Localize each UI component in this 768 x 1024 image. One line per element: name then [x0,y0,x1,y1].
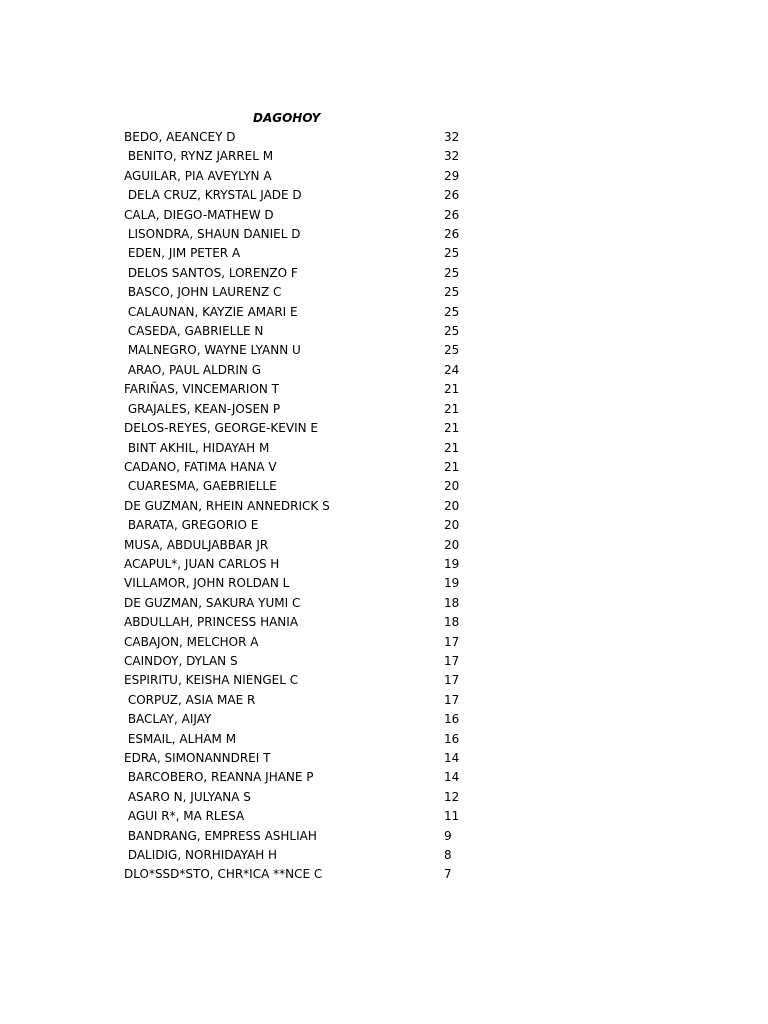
list-item [124,575,524,594]
list-item [124,498,524,517]
list-item [124,129,524,148]
list-item [124,226,524,245]
student-score: 21 [444,440,460,455]
list-item [124,304,524,323]
list-item [124,459,524,478]
list-item [124,168,524,187]
student-name: EDEN, JIM PETER A [124,246,241,261]
student-score: 16 [444,712,460,727]
student-score: 32 [444,149,460,164]
student-score: 29 [444,168,460,183]
student-score: 21 [444,459,460,474]
list-item [124,731,524,750]
student-score: 11 [444,809,460,824]
list-item [124,672,524,691]
student-score: 26 [444,227,460,242]
student-name: LISONDRA, SHAUN DANIEL D [124,227,301,242]
student-score: 19 [444,556,460,571]
student-score: 8 [444,848,452,863]
list-item [124,420,524,439]
student-score: 16 [444,731,460,746]
list-item [124,478,524,497]
student-name: ASARO N, JULYANA S [124,789,251,804]
student-score: 14 [444,751,460,765]
student-score: 20 [444,518,460,533]
student-name: DELOS-REYES, GEORGE-KEVIN E [124,421,318,436]
list-item [124,769,524,788]
student-score: 20 [444,498,460,513]
student-name: CADANO, FATIMA HANA V [124,459,277,474]
list-item [124,187,524,206]
student-score: 17 [444,692,460,707]
student-score: 25 [444,304,460,319]
list-item [124,148,524,167]
list-item [124,537,524,556]
student-name: BACLAY, AIJAY [124,712,212,727]
student-score: 25 [444,246,460,261]
list-item [124,245,524,264]
list-item [124,750,524,769]
student-score: 21 [444,382,460,397]
student-name: DE GUZMAN, SAKURA YUMI C [124,595,301,610]
student-name: BEDO, AEANCEY D [124,130,236,144]
student-score: 18 [444,615,460,630]
roster-list [124,129,524,886]
student-score: 19 [444,576,460,591]
list-item [124,828,524,847]
list-item [124,789,524,808]
student-name: EDRA, SIMONANNDREI T [124,751,271,765]
student-name: DELA CRUZ, KRYSTAL JADE D [124,188,302,203]
student-name: AGUI R*, MA RLESA [124,809,245,824]
list-item [124,847,524,866]
list-item [124,265,524,284]
student-name: FARIÑAS, VINCEMARION T [124,382,280,397]
list-item [124,401,524,420]
student-name: BASCO, JOHN LAURENZ C [124,285,282,300]
student-score: 25 [444,324,460,339]
list-item [124,440,524,459]
student-name: CALA, DIEGO-MATHEW D [124,207,274,222]
student-name: ARAO, PAUL ALDRIN G [124,362,262,377]
list-item [124,362,524,381]
student-name: BANDRANG, EMPRESS ASHLIAH [124,828,317,843]
list-item [124,207,524,226]
student-name: BARCOBERO, REANNA JHANE P [124,770,314,785]
student-score: 20 [444,479,460,494]
list-item [124,614,524,633]
student-name: CAINDOY, DYLAN S [124,653,238,668]
student-score: 17 [444,653,460,668]
list-item [124,517,524,536]
list-item [124,595,524,614]
student-score: 26 [444,207,460,222]
list-item [124,342,524,361]
student-name: CASEDA, GABRIELLE N [124,324,264,339]
list-item [124,711,524,730]
list-item [124,634,524,653]
student-name: BENITO, RYNZ JARREL M [124,149,274,164]
student-name: DE GUZMAN, RHEIN ANNEDRICK S [124,498,330,513]
student-name: CUARESMA, GAEBRIELLE [124,479,277,494]
student-score: 21 [444,401,460,416]
student-score: 20 [444,537,460,552]
student-name: MUSA, ABDULJABBAR JR [124,537,269,552]
student-score: 32 [444,130,460,144]
student-name: BARATA, GREGORIO E [124,518,259,533]
student-score: 17 [444,673,460,688]
student-name: VILLAMOR, JOHN ROLDAN L [124,576,290,591]
student-score: 12 [444,789,460,804]
student-name: CORPUZ, ASIA MAE R [124,692,256,707]
student-score: 25 [444,285,460,300]
student-name: ACAPUL*, JUAN CARLOS H [124,556,280,571]
student-name: DLO*SSD*STO, CHR*ICA **NCE C [124,867,323,882]
list-item [124,866,524,885]
list-item [124,556,524,575]
list-item [124,692,524,711]
student-name: ESMAIL, ALHAM M [124,731,237,746]
student-name: BINT AKHIL, HIDAYAH M [124,440,270,455]
student-name: AGUILAR, PIA AVEYLYN A [124,168,272,183]
student-score: 9 [444,828,452,843]
student-score: 7 [444,867,452,882]
list-item [124,808,524,827]
student-name: CALAUNAN, KAYZIE AMARI E [124,304,298,319]
student-score: 25 [444,265,460,280]
list-item [124,653,524,672]
student-score: 26 [444,188,460,203]
list-item [124,323,524,342]
student-score: 14 [444,770,460,785]
section-title: DAGOHOY [253,111,321,125]
student-name: CABAJON, MELCHOR A [124,634,259,649]
student-name: DELOS SANTOS, LORENZO F [124,265,298,280]
student-score: 21 [444,421,460,436]
student-score: 24 [444,362,460,377]
student-name: MALNEGRO, WAYNE LYANN U [124,343,301,358]
student-score: 25 [444,343,460,358]
student-score: 17 [444,634,460,649]
student-name: ESPIRITU, KEISHA NIENGEL C [124,673,299,688]
list-item [124,381,524,400]
list-item [124,284,524,303]
student-name: DALIDIG, NORHIDAYAH H [124,848,278,863]
student-name: GRAJALES, KEAN-JOSEN P [124,401,281,416]
student-name: ABDULLAH, PRINCESS HANIA [124,615,299,630]
student-score: 18 [444,595,460,610]
